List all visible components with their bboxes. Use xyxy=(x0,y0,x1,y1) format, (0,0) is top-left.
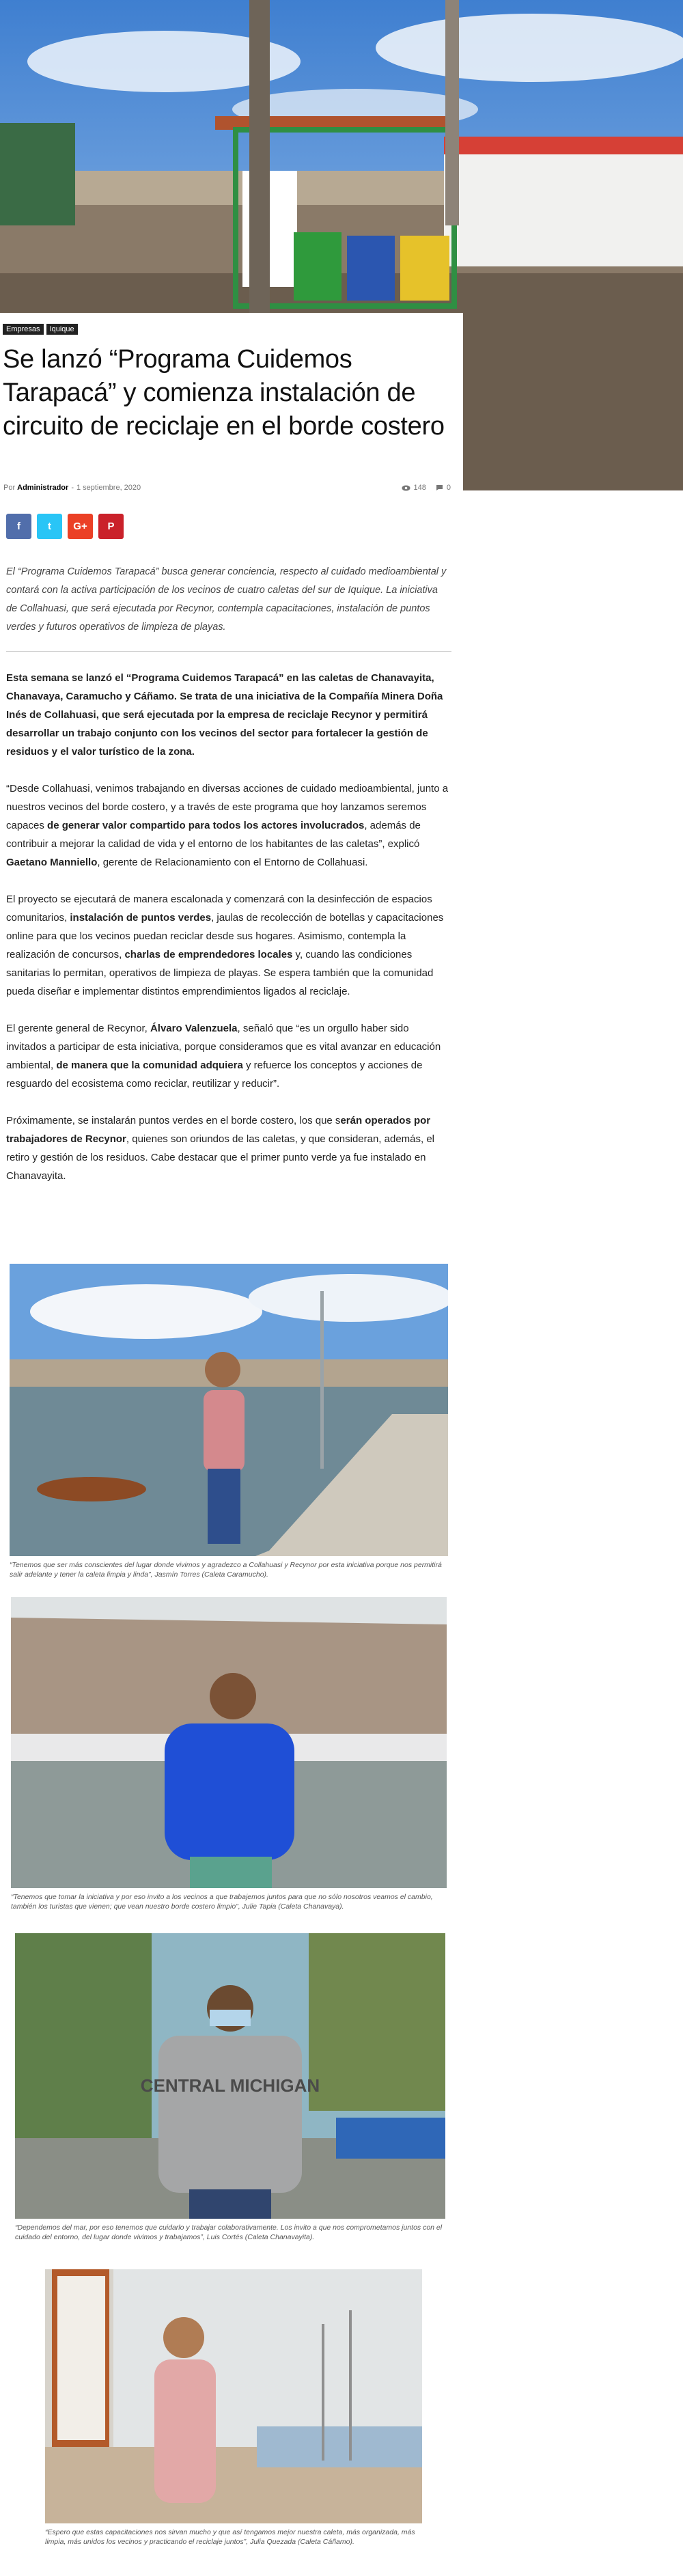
p2-text-e: y, cuando las condiciones sanitarias lo permitan, operativos de limpieza de playas. Se espera también que la comunidad pueda diseñar e implementar distintos emprendimientos ligados al reciclaje. xyxy=(6,949,434,997)
figure-1-photo xyxy=(10,1264,448,1556)
meta-by: Por xyxy=(3,484,16,492)
p2-text-a: El proyecto se ejecutará de manera escalonada y comenzará con la desinfección de espacios comunitarios, xyxy=(6,894,432,924)
googleplus-icon: G+ xyxy=(73,521,87,532)
sweatshirt-text: CENTRAL MICHIGAN xyxy=(140,2075,320,2096)
p3-bold-d: de manera que la comunidad adquiera xyxy=(56,1060,243,1071)
author-link[interactable]: Administrador xyxy=(17,484,69,492)
p4-bold-b: erán operados por trabajadores de Recynor xyxy=(6,1115,431,1145)
category-empresas[interactable]: Empresas xyxy=(3,324,44,335)
comment-icon xyxy=(436,484,443,491)
eye-icon xyxy=(402,485,410,491)
figure-2-caption: “Tenemos que tomar la iniciativa y por eso invito a los vecinos a que trabajemos juntos para que no sólo nosotros veamos el cambio, también los turistas que vienen; que vean nuestro borde costero limpio”, Julie Tapia (Caleta Chanavaya). xyxy=(11,1893,433,1911)
p1-bold-d: Gaetano Manniello xyxy=(6,857,98,868)
meta-separator: - xyxy=(71,484,74,492)
post-date: 1 septiembre, 2020 xyxy=(76,484,141,492)
figure-4-photo xyxy=(45,2269,422,2523)
p1-text-e: , gerente de Relacionamiento con el Entorno de Collahuasi. xyxy=(97,857,368,868)
figure-2 xyxy=(11,1597,447,1911)
googleplus-share-button[interactable] xyxy=(68,514,93,539)
figure-3-caption: “Dependemos del mar, por eso tenemos que cuidarlo y trabajar colaborativamente. Los invito a que nos comprometamos juntos con el cuidado del entorno, del lugar donde vivimos y trabajamos”, Luis Cortés (Caleta Chanavayita). xyxy=(15,2224,443,2241)
p2-text-c: , jaulas de recolección de botellas y capacitaciones online para que los vecinos puedan reciclar desde sus hogares. Asimismo, contempla la realización de concursos, xyxy=(6,912,444,960)
figure-4-caption: “Espero que estas capacitaciones nos sirvan mucho y que así tengamos mejor nuestra caleta, más organizada, más limpia, más unidos los vecinos y practicando el reciclaje juntos”, Julia Quezada (Caleta Cáñamo). xyxy=(45,2528,415,2546)
figure-2-photo xyxy=(11,1597,447,1888)
article-intro: El “Programa Cuidemos Tarapacá” busca generar conciencia, respecto al cuidado medioambiental y contará con la activa participación de los vecinos de cuatro caletas del sur de Iquique. La iniciativa de Collahuasi, que será ejecutada por Recynor, contempla capacitaciones, instalación de puntos verdes y futuros operativos de limpieza de playas. xyxy=(6,563,451,652)
p3-text-c: , señaló que “es un orgullo haber sido invitados a participar de esta iniciativa, porque consideramos que es vital avanzar en educación ambiental, xyxy=(6,1023,441,1071)
p1-text-c: , además de contribuir a mejorar la calidad de vida y el entorno de los habitantes de las caletas”, explicó xyxy=(6,820,421,850)
article-body xyxy=(6,563,451,1204)
paragraph-2 xyxy=(6,890,451,1001)
views-stat xyxy=(402,484,426,492)
p3-text-e: y refuerce los conceptos y acciones de resguardo del ecosistema como reciclar, reutilizar y reducir”. xyxy=(6,1060,423,1090)
post-stats xyxy=(402,484,451,492)
p2-bold-b: instalación de puntos verdes xyxy=(70,912,212,924)
p4-text-c: , quienes son oriundos de las caletas, y que consideran, además, el retiro y gestión de los residuos. Cabe destacar que el primer punto verde ya fue instalado en Chanavayita. xyxy=(6,1133,435,1182)
post-meta xyxy=(3,482,451,493)
title-box xyxy=(0,313,463,492)
p3-bold-b: Álvaro Valenzuela xyxy=(150,1023,238,1034)
p1-text-a: “Desde Collahuasi, venimos trabajando en diversas acciones de cuidado medioambiental, junto a nuestros vecinos del borde costero, y a través de este programa que hoy lanzamos seremos capaces xyxy=(6,783,449,831)
figure-4 xyxy=(45,2269,422,2547)
twitter-share-button[interactable] xyxy=(37,514,62,539)
twitter-icon: t xyxy=(48,521,51,532)
paragraph-3 xyxy=(6,1019,451,1093)
paragraph-1 xyxy=(6,779,451,872)
views-count: 148 xyxy=(413,484,426,492)
facebook-share-button[interactable] xyxy=(6,514,31,539)
paragraph-4 xyxy=(6,1111,451,1185)
figure-1 xyxy=(10,1264,448,1579)
pinterest-icon: P xyxy=(107,521,115,532)
category-tags xyxy=(3,324,456,335)
p2-bold-d: charlas de emprendedores locales xyxy=(124,949,293,960)
comments-stat[interactable] xyxy=(436,484,451,492)
facebook-icon: f xyxy=(17,521,20,532)
figure-3-photo xyxy=(15,1933,445,2219)
figure-3 xyxy=(15,1933,445,2242)
article-title: Se lanzó “Programa Cuidemos Tarapacá” y comienza instalación de circuito de reciclaje en el borde costero xyxy=(3,345,445,441)
figure-1-caption: “Tenemos que ser más conscientes del lugar donde vivimos y agradezco a Collahuasi y Recynor por esta iniciativa porque nos permitirá salir adelante y tener la caleta limpia y linda”, Jasmín Torres (Caleta Caramucho). xyxy=(10,1561,442,1579)
p3-text-a: El gerente general de Recynor, xyxy=(6,1023,150,1034)
share-buttons xyxy=(6,514,124,539)
pinterest-share-button[interactable] xyxy=(98,514,124,539)
p1-bold-b: de generar valor compartido para todos los actores involucrados xyxy=(47,820,365,831)
article-lead: Esta semana se lanzó el “Programa Cuidemos Tarapacá” en las caletas de Chanavayita, Chanavaya, Caramucho y Cáñamo. Se trata de una iniciativa de la Compañía Minera Doña Inés de Collahuasi, que será ejecutada por la empresa de reciclaje Recynor y permitirá desarrollar un trabajo conjunto con los vecinos del sector para fortalecer la gestión de residuos y el valor turístico de la zona. xyxy=(6,672,443,758)
comments-count: 0 xyxy=(446,484,451,492)
p4-text-a: Próximamente, se instalarán puntos verdes en el borde costero, los que s xyxy=(6,1115,341,1126)
category-iquique[interactable]: Iquique xyxy=(46,324,78,335)
